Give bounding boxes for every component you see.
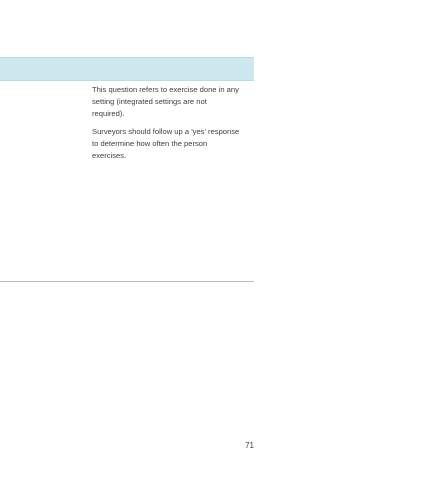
table-header-band: [0, 57, 254, 81]
note-text: exercises.: [92, 151, 127, 160]
page-number: 71: [245, 441, 254, 450]
note-text: required).: [92, 109, 125, 118]
note-text: This question refers to exercise done in any: [92, 85, 239, 94]
note-text: Surveyors should follow up a 'yes' response: [92, 127, 240, 136]
note-text: to determine how often the person: [92, 139, 208, 148]
note-text: setting (integrated settings are not: [92, 97, 207, 106]
table-bottom-rule: [0, 281, 254, 282]
